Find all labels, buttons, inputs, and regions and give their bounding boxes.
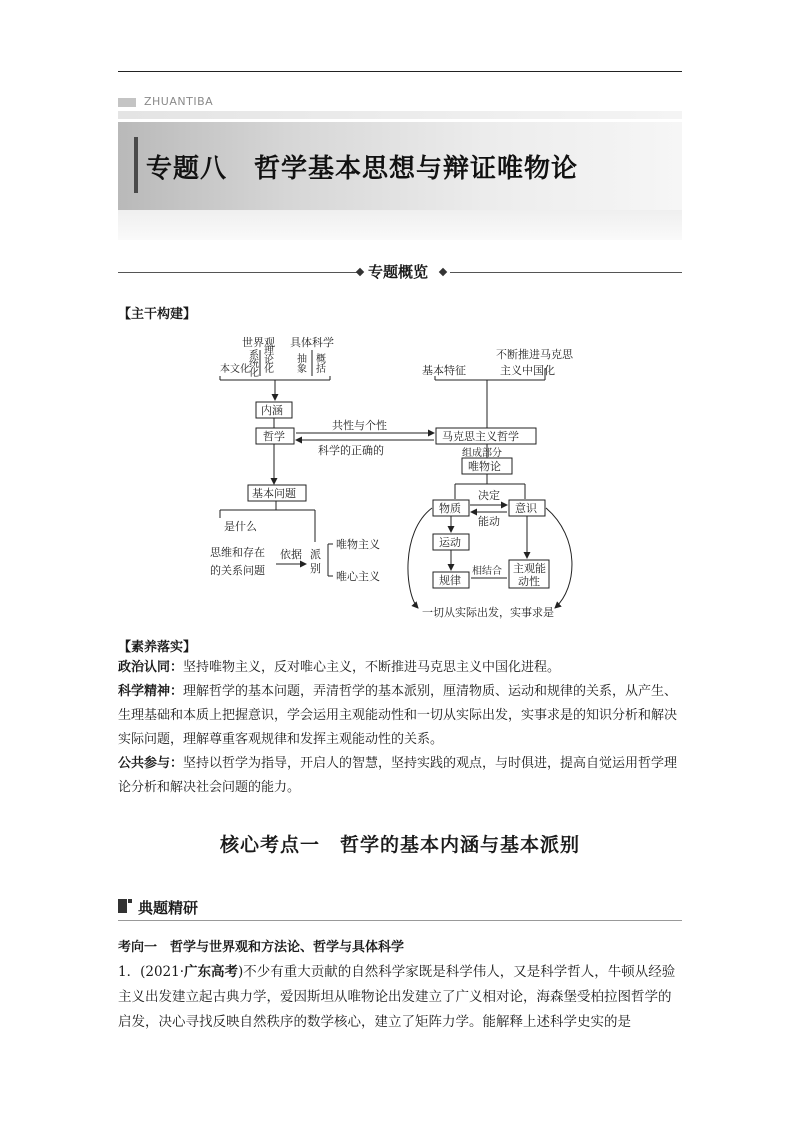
- chapter-title: 专题八 哲学基本思想与辩证唯物论: [146, 154, 579, 184]
- svg-text:派: 派: [310, 548, 321, 561]
- literacy-label: 科学精神：: [118, 684, 184, 699]
- label-seek-truth: 一切从实际出发，实事求是: [422, 606, 554, 619]
- svg-text:化: 化: [264, 364, 274, 375]
- typical-problems-title: 典题精研: [138, 899, 199, 917]
- banner-square-decoration: [118, 98, 136, 107]
- box-law: 规律: [439, 574, 461, 587]
- label-sinicization-1: 不断推进马克思: [496, 348, 573, 361]
- label-world-view: 世界观: [242, 336, 275, 349]
- label-reacts: 能动: [478, 515, 500, 528]
- label-theorize: [264, 345, 274, 375]
- box-subjective-2: 动性: [518, 575, 540, 588]
- banner-strip: [118, 111, 682, 119]
- label-decides: 决定: [478, 489, 500, 502]
- label-thought-existence-1: 思维和存在: [210, 546, 265, 559]
- typical-rule: [118, 920, 682, 921]
- box-basic-question: 基本问题: [252, 487, 296, 500]
- box-consciousness: 意识: [515, 502, 537, 515]
- svg-text:论: 论: [264, 355, 274, 366]
- box-subjective-1: 主观能: [513, 562, 546, 575]
- svg-text:化: 化: [249, 368, 259, 379]
- literacy-text: 坚持唯物主义，反对唯心主义，不断推进马克思主义中国化进程。: [183, 660, 561, 675]
- svg-text:理: 理: [264, 346, 274, 357]
- label-school: [310, 548, 321, 575]
- literacy-item-public: [118, 752, 684, 800]
- label-sinicization-2: 主义中国化: [500, 364, 555, 377]
- overview-rule-right: [450, 272, 682, 273]
- overview-title: 专题概览: [368, 263, 429, 281]
- label-basis: 依据: [280, 548, 302, 561]
- literacy-text: 坚持以哲学为指导，开启人的智慧，坚持实践的观点，与时俱进，提高自觉运用哲学理论分析和解决社会问题的能力。: [118, 756, 678, 795]
- banner-shadow: [118, 210, 682, 240]
- label-common-individual: 共性与个性: [332, 419, 387, 432]
- section-marker-icon: [118, 899, 132, 913]
- box-marxist-philosophy: 马克思主义哲学: [442, 430, 519, 443]
- banner-accent-bar: [134, 137, 138, 193]
- box-dialectical-materialism: 唯物论: [468, 460, 501, 473]
- literacy-heading: 【素养落实】: [118, 640, 197, 655]
- banner-tag: ZHUANTIBA: [144, 95, 214, 108]
- overview-diamond-left: [356, 268, 364, 276]
- question-1: [118, 960, 684, 1035]
- svg-text:概: 概: [316, 354, 326, 365]
- literacy-text: 理解哲学的基本问题，弄清哲学的基本派别，厘清物质、运动和规律的关系，从产生、生理基础和本质上把握意识，学会运用主观能动性和一切从实际出发，实事求是的知识分析和解决实际问题，理解尊重客观规律和发挥主观能动性的关系。: [118, 684, 678, 747]
- literacy-item-political: [118, 656, 684, 680]
- label-origin: 本文化: [220, 364, 250, 375]
- literacy-label: 政治认同：: [118, 660, 184, 675]
- structure-heading: 【主干构建】: [118, 307, 197, 322]
- label-abstract: [297, 352, 307, 375]
- label-correct-science: 科学的正确的: [318, 444, 384, 457]
- box-connotation: 内涵: [261, 404, 283, 417]
- svg-text:统: 统: [249, 359, 259, 370]
- svg-text:别: 别: [310, 562, 321, 575]
- box-philosophy: 哲学: [263, 430, 285, 443]
- svg-text:括: 括: [316, 364, 326, 375]
- question-prefix: 1．(2021·: [118, 964, 185, 980]
- label-component: 组成部分: [462, 448, 502, 459]
- overview-rule-left: [118, 272, 358, 273]
- label-systematize: [249, 348, 259, 379]
- label-materialism: 唯物主义: [336, 538, 380, 551]
- label-what-is: 是什么: [224, 520, 257, 533]
- box-matter: 物质: [439, 502, 461, 515]
- question-body: )不少有重大贡献的自然科学家既是科学伟人，又是科学哲人，牛顿从经验主义出发建立起古典力学，爱因斯坦从唯物论出发建立了广义相对论，海森堡受柏拉图哲学的启发，决心寻找反映自然秩序的数学核心，建立了矩阵力学。能解释上述科学史实的是: [118, 964, 676, 1030]
- svg-text:抽: 抽: [297, 354, 307, 365]
- label-combine: 相结合: [472, 566, 502, 577]
- label-idealism: 唯心主义: [336, 570, 380, 583]
- literacy-label: 公共参与：: [118, 756, 184, 771]
- core-topic-title: 核心考点一 哲学的基本内涵与基本派别: [219, 834, 580, 856]
- label-concrete-science: 具体科学: [290, 336, 334, 349]
- exam-direction: 考向一 哲学与世界观和方法论、哲学与具体科学: [118, 940, 405, 955]
- label-generalize: [316, 352, 326, 375]
- question-source: 广东高考: [184, 964, 239, 980]
- label-thought-existence-2: 的关系问题: [210, 564, 265, 577]
- svg-text:象: 象: [297, 364, 307, 375]
- svg-text:系: 系: [249, 350, 259, 361]
- overview-diamond-right: [439, 268, 447, 276]
- concept-diagram: [200, 332, 600, 622]
- box-motion: 运动: [439, 536, 461, 549]
- top-rule: [118, 71, 682, 72]
- label-basic-features: 基本特征: [422, 364, 466, 377]
- literacy-item-science: [118, 680, 684, 752]
